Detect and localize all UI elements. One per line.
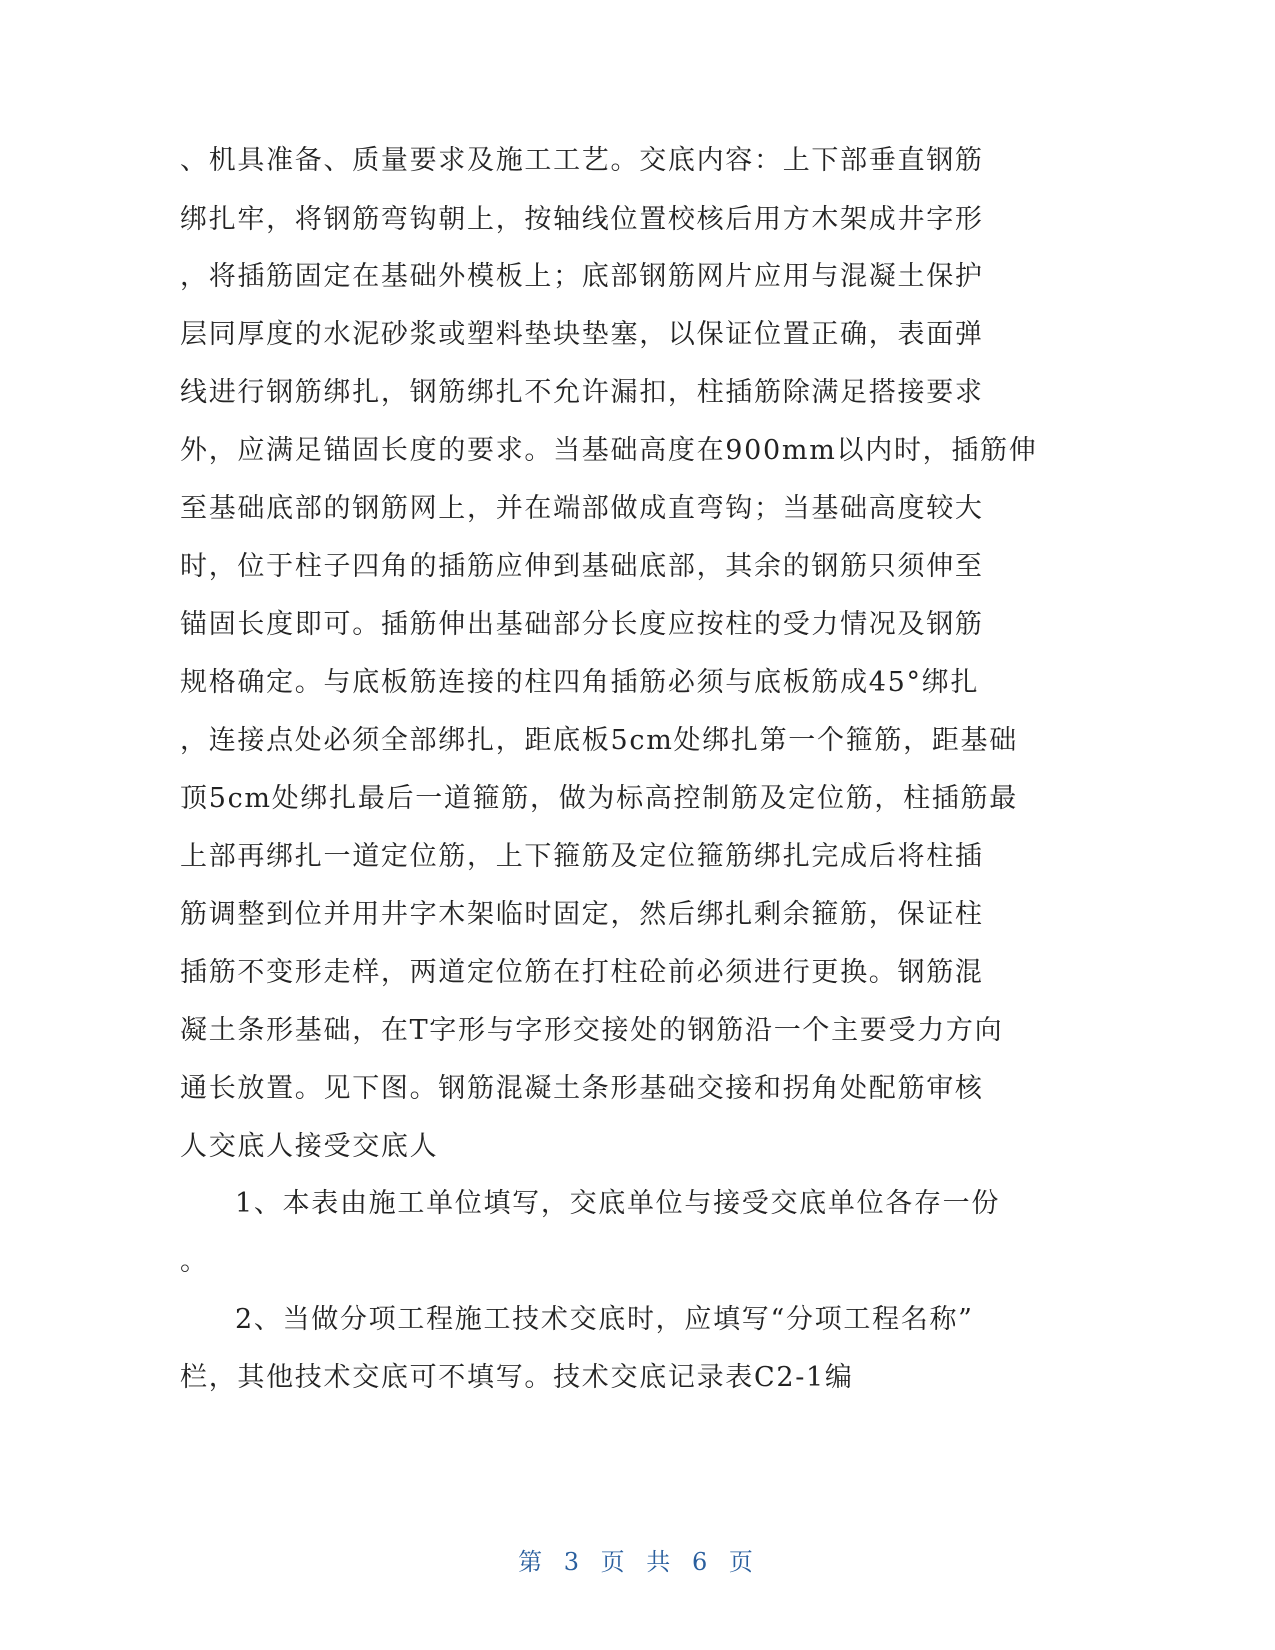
text-line: 通长放置。见下图。钢筋混凝土条形基础交接和拐角处配筋审核	[180, 1073, 984, 1104]
page-number: 第 3 页 共 6 页	[518, 1548, 757, 1576]
note-item-2: 2、当做分项工程施工技术交底时，应填写“分项工程名称”	[235, 1304, 974, 1335]
text-line: 时，位于柱子四角的插筋应伸到基础底部，其余的钢筋只须伸至	[180, 551, 984, 582]
text-line: 外，应满足锚固长度的要求。当基础高度在900mm以内时，插筋伸	[180, 435, 1038, 466]
text-line: 人交底人接受交底人	[180, 1131, 439, 1162]
text-line: 筋调整到位并用井字木架临时固定，然后绑扎剩余箍筋，保证柱	[180, 899, 984, 930]
text-line: 插筋不变形走样，两道定位筋在打柱砼前必须进行更换。钢筋混	[180, 957, 984, 988]
text-line: 凝土条形基础，在T字形与字形交接处的钢筋沿一个主要受力方向	[180, 1015, 1004, 1046]
text-line: 规格确定。与底板筋连接的柱四角插筋必须与底板筋成45°绑扎	[180, 667, 980, 698]
note-item-1-continuation: 。	[180, 1246, 209, 1277]
text-line: ，连接点处必须全部绑扎，距底板5cm处绑扎第一个箍筋，距基础	[180, 725, 1018, 756]
text-line: 、机具准备、质量要求及施工工艺。交底内容：上下部垂直钢筋	[180, 145, 984, 176]
text-line: 顶5cm处绑扎最后一道箍筋，做为标高控制筋及定位筋，柱插筋最	[180, 783, 1018, 814]
text-line: 线进行钢筋绑扎，钢筋绑扎不允许漏扣，柱插筋除满足搭接要求	[180, 377, 984, 408]
text-line: 绑扎牢，将钢筋弯钩朝上，按轴线位置校核后用方木架成井字形	[180, 204, 984, 235]
note-item-2-continuation: 栏，其他技术交底可不填写。技术交底记录表C2-1编	[180, 1362, 854, 1393]
text-line: 层同厚度的水泥砂浆或塑料垫块垫塞，以保证位置正确，表面弹	[180, 319, 984, 350]
text-line: 至基础底部的钢筋网上，并在端部做成直弯钩；当基础高度较大	[180, 493, 984, 524]
text-line: ，将插筋固定在基础外模板上；底部钢筋网片应用与混凝土保护	[180, 261, 984, 292]
text-line: 锚固长度即可。插筋伸出基础部分长度应按柱的受力情况及钢筋	[180, 609, 984, 640]
text-line: 上部再绑扎一道定位筋，上下箍筋及定位箍筋绑扎完成后将柱插	[180, 841, 984, 872]
note-item-1: 1、本表由施工单位填写，交底单位与接受交底单位各存一份	[235, 1188, 1001, 1219]
